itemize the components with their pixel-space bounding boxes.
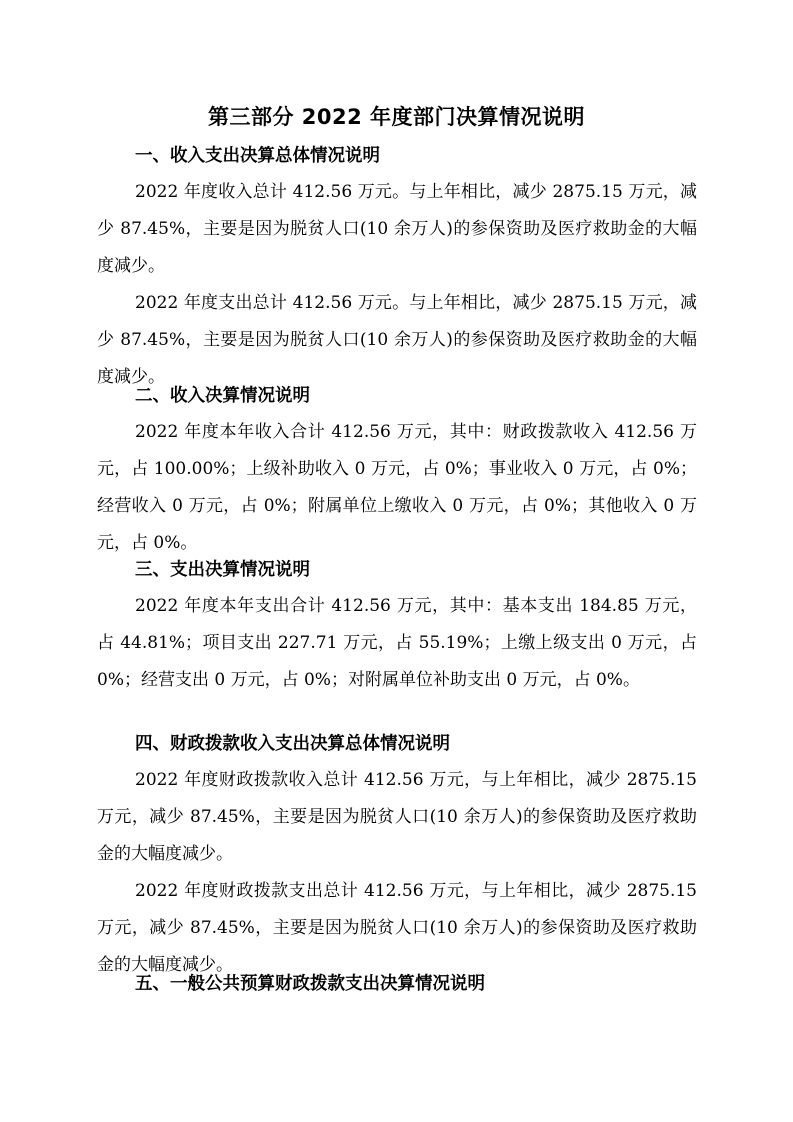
section-heading: 三、支出决算情况说明 [135,560,310,580]
section-heading: 五、一般公共预算财政拨款支出决算情况说明 [135,974,485,994]
paragraph: 2022 年度本年收入合计 412.56 万元，其中：财政拨款收入 412.56 万元，占 100.00%；上级补助收入 0 万元，占 0%；事业收入 0 万元，占 0%；经营收入 0 万元，占 0%；附属单位上缴收入 0 万元，占 0%；其他收入 0 万元，占 0%。 [97,422,697,553]
section-expense [97,552,697,699]
section-heading: 一、收入支出决算总体情况说明 [135,146,380,166]
section-overall [97,138,697,396]
section-heading: 四、财政拨款收入支出决算总体情况说明 [135,734,450,754]
section-heading: 二、收入决算情况说明 [135,386,310,406]
section-general-budget [97,966,697,1002]
paragraph: 2022 年度收入总计 412.56 万元。与上年相比，减少 2875.15 万元，减少 87.45%，主要是因为脱贫人口(10 余万人)的参保资助及医疗救助金的大幅度减少。 [97,182,697,276]
paragraph: 2022 年度支出总计 412.56 万元。与上年相比，减少 2875.15 万元，减少 87.45%，主要是因为脱贫人口(10 余万人)的参保资助及医疗救助金的大幅度减少。 [97,293,697,387]
section-income [97,378,697,562]
section-fiscal-appropriation [97,726,697,984]
paragraph: 2022 年度财政拨款收入总计 412.56 万元，与上年相比，减少 2875.15 万元，减少 87.45%，主要是因为脱贫人口(10 余万人)的参保资助及医疗救助金的大幅度减少。 [97,770,697,864]
paragraph: 2022 年度财政拨款支出总计 412.56 万元，与上年相比，减少 2875.15 万元，减少 87.45%，主要是因为脱贫人口(10 余万人)的参保资助及医疗救助金的大幅度减少。 [97,881,697,975]
page-title: 第三部分 2022 年度部门决算情况说明 [207,105,586,129]
paragraph: 2022 年度本年支出合计 412.56 万元，其中：基本支出 184.85 万元，占 44.81%；项目支出 227.71 万元，占 55.19%；上缴上级支出 0 万元，占 0%；经营支出 0 万元，占 0%；对附属单位补助支出 0 万元，占 0%。 [97,596,697,690]
